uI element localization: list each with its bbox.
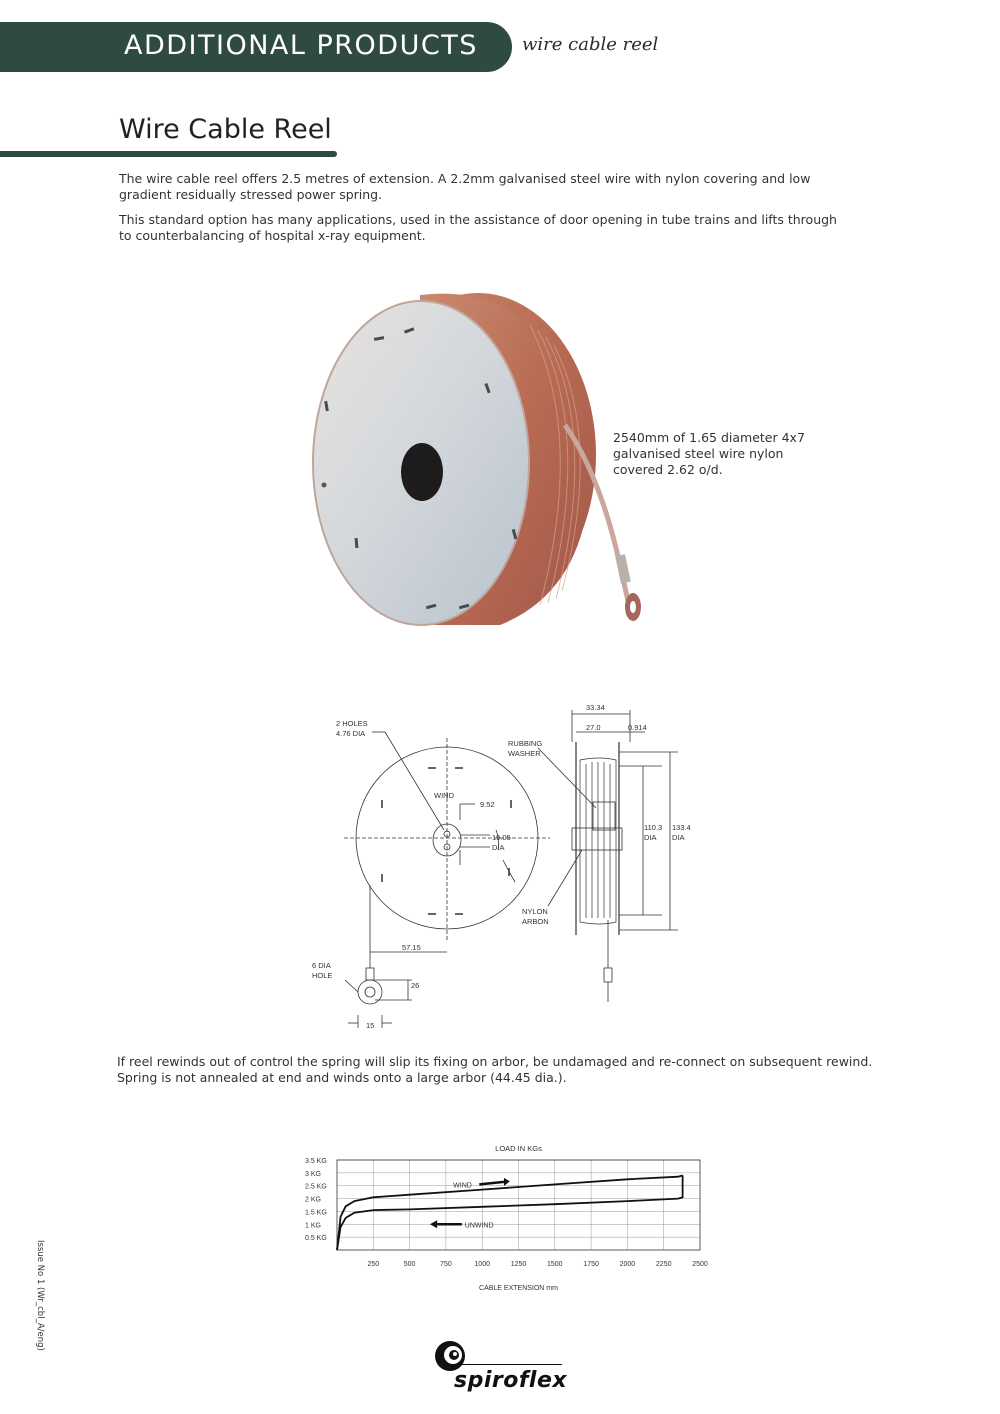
chart-x-tick: 1250 [510,1261,527,1268]
applications-paragraph: This standard option has many applications, used in the assistance of door opening in tube trains and lifts through to counterbalancing of hospital x-ray equipment. [119,212,837,243]
chart-x-tick: 2000 [619,1261,636,1268]
photo-callout: 2540mm of 1.65 diameter 4x7 galvanised steel wire nylon covered 2.62 o/d. [613,430,805,477]
drawing-dim-110-3: 110.3 [644,823,663,832]
drawing-label-arbon: ARBON [522,917,549,926]
drawing-label-nylon: NYLON [522,907,548,916]
drawing-label-6dia: 6 DIA [312,961,331,970]
section-title: ADDITIONAL PRODUCTS [124,30,478,61]
drawing-dim-19-05: 19.05 [492,833,511,842]
drawing-dim-27-0: 27.0 [586,723,601,732]
chart-x-tick: 1500 [547,1261,563,1268]
brand-name: spiroflex [454,1368,568,1393]
drawing-label-dia: DIA [492,843,505,852]
chart-x-tick: 1750 [583,1261,599,1268]
title-underline [0,151,337,157]
chart-y-tick: 1 KG [305,1222,321,1230]
drawing-dim-133-4: 133.4 [672,823,691,832]
chart-x-tick: 1000 [474,1261,490,1268]
section-subtitle: wire cable reel [522,34,659,55]
drawing-dim-26: 26 [411,981,420,990]
drawing-dim-33-34: 33.34 [586,703,605,712]
rewind-note: If reel rewinds out of control the spring will slip its fixing on arbor, be undamaged and re-connect on subsequent rewind. Spring is not annealed at end and winds onto a large arbor (44.45 dia.). [117,1054,873,1085]
drawing-dim-57-15: 57.15 [402,943,421,952]
chart-x-tick: 2500 [692,1261,708,1268]
issue-label: Issue No 1 (Wr_cbl_A/eng) [35,1240,45,1351]
chart-y-tick: 2 KG [305,1196,321,1204]
page-title: Wire Cable Reel [119,114,332,145]
chart-title: LOAD IN KGs [495,1144,542,1153]
wind-arrow-shaft [479,1182,504,1185]
chart-x-tick: 2250 [655,1261,672,1268]
drawing-label-wind: WIND [434,791,454,800]
chart-x-tick: 500 [403,1261,416,1268]
chart-x-label: CABLE EXTENSION mm [479,1285,558,1292]
drawing-dim-9-52: 9.52 [480,800,495,809]
chart-y-tick: 2.5 KG [305,1183,327,1191]
drawing-label-washer: WASHER [508,749,541,758]
drawing-label-holes-2: 4.76 DIA [336,729,366,738]
drawing-dim-15: 15 [366,1021,375,1030]
chart-y-tick: 3.5 KG [305,1158,327,1165]
chart-y-tick: 1.5 KG [305,1209,327,1217]
wind-arrow-head [504,1178,510,1186]
drawing-label-hole: HOLE [312,971,333,980]
chart-y-tick: 0.5 KG [305,1235,327,1243]
chart-x-tick: 250 [367,1261,380,1268]
chart-x-tick: 750 [440,1261,452,1268]
drawing-dim-0-914: 0.914 [628,723,647,732]
chart-annotation-unwind: UNWIND [464,1222,494,1230]
technical-drawing [300,690,720,1035]
drawing-label-rubbing: RUBBING [508,739,543,748]
chart-annotation-wind: WIND [453,1182,472,1190]
spiroflex-logo [432,1338,567,1398]
product-photo [300,285,660,645]
load-chart [290,1138,730,1298]
issue-number [33,1240,49,1351]
drawing-label-dia-3: DIA [672,833,685,842]
chart-series-line-0 [337,1175,683,1250]
intro-paragraph: The wire cable reel offers 2.5 metres of extension. A 2.2mm galvanised steel wire with nylon covering and low gradient residually stressed power spring. [119,171,811,202]
drawing-label-dia-2: DIA [644,833,657,842]
unwind-arrow-head [430,1220,437,1228]
chart-y-tick: 3 KG [305,1170,321,1178]
drawing-label-holes-1: 2 HOLES [336,719,368,728]
chart-series-line-1 [337,1175,683,1250]
